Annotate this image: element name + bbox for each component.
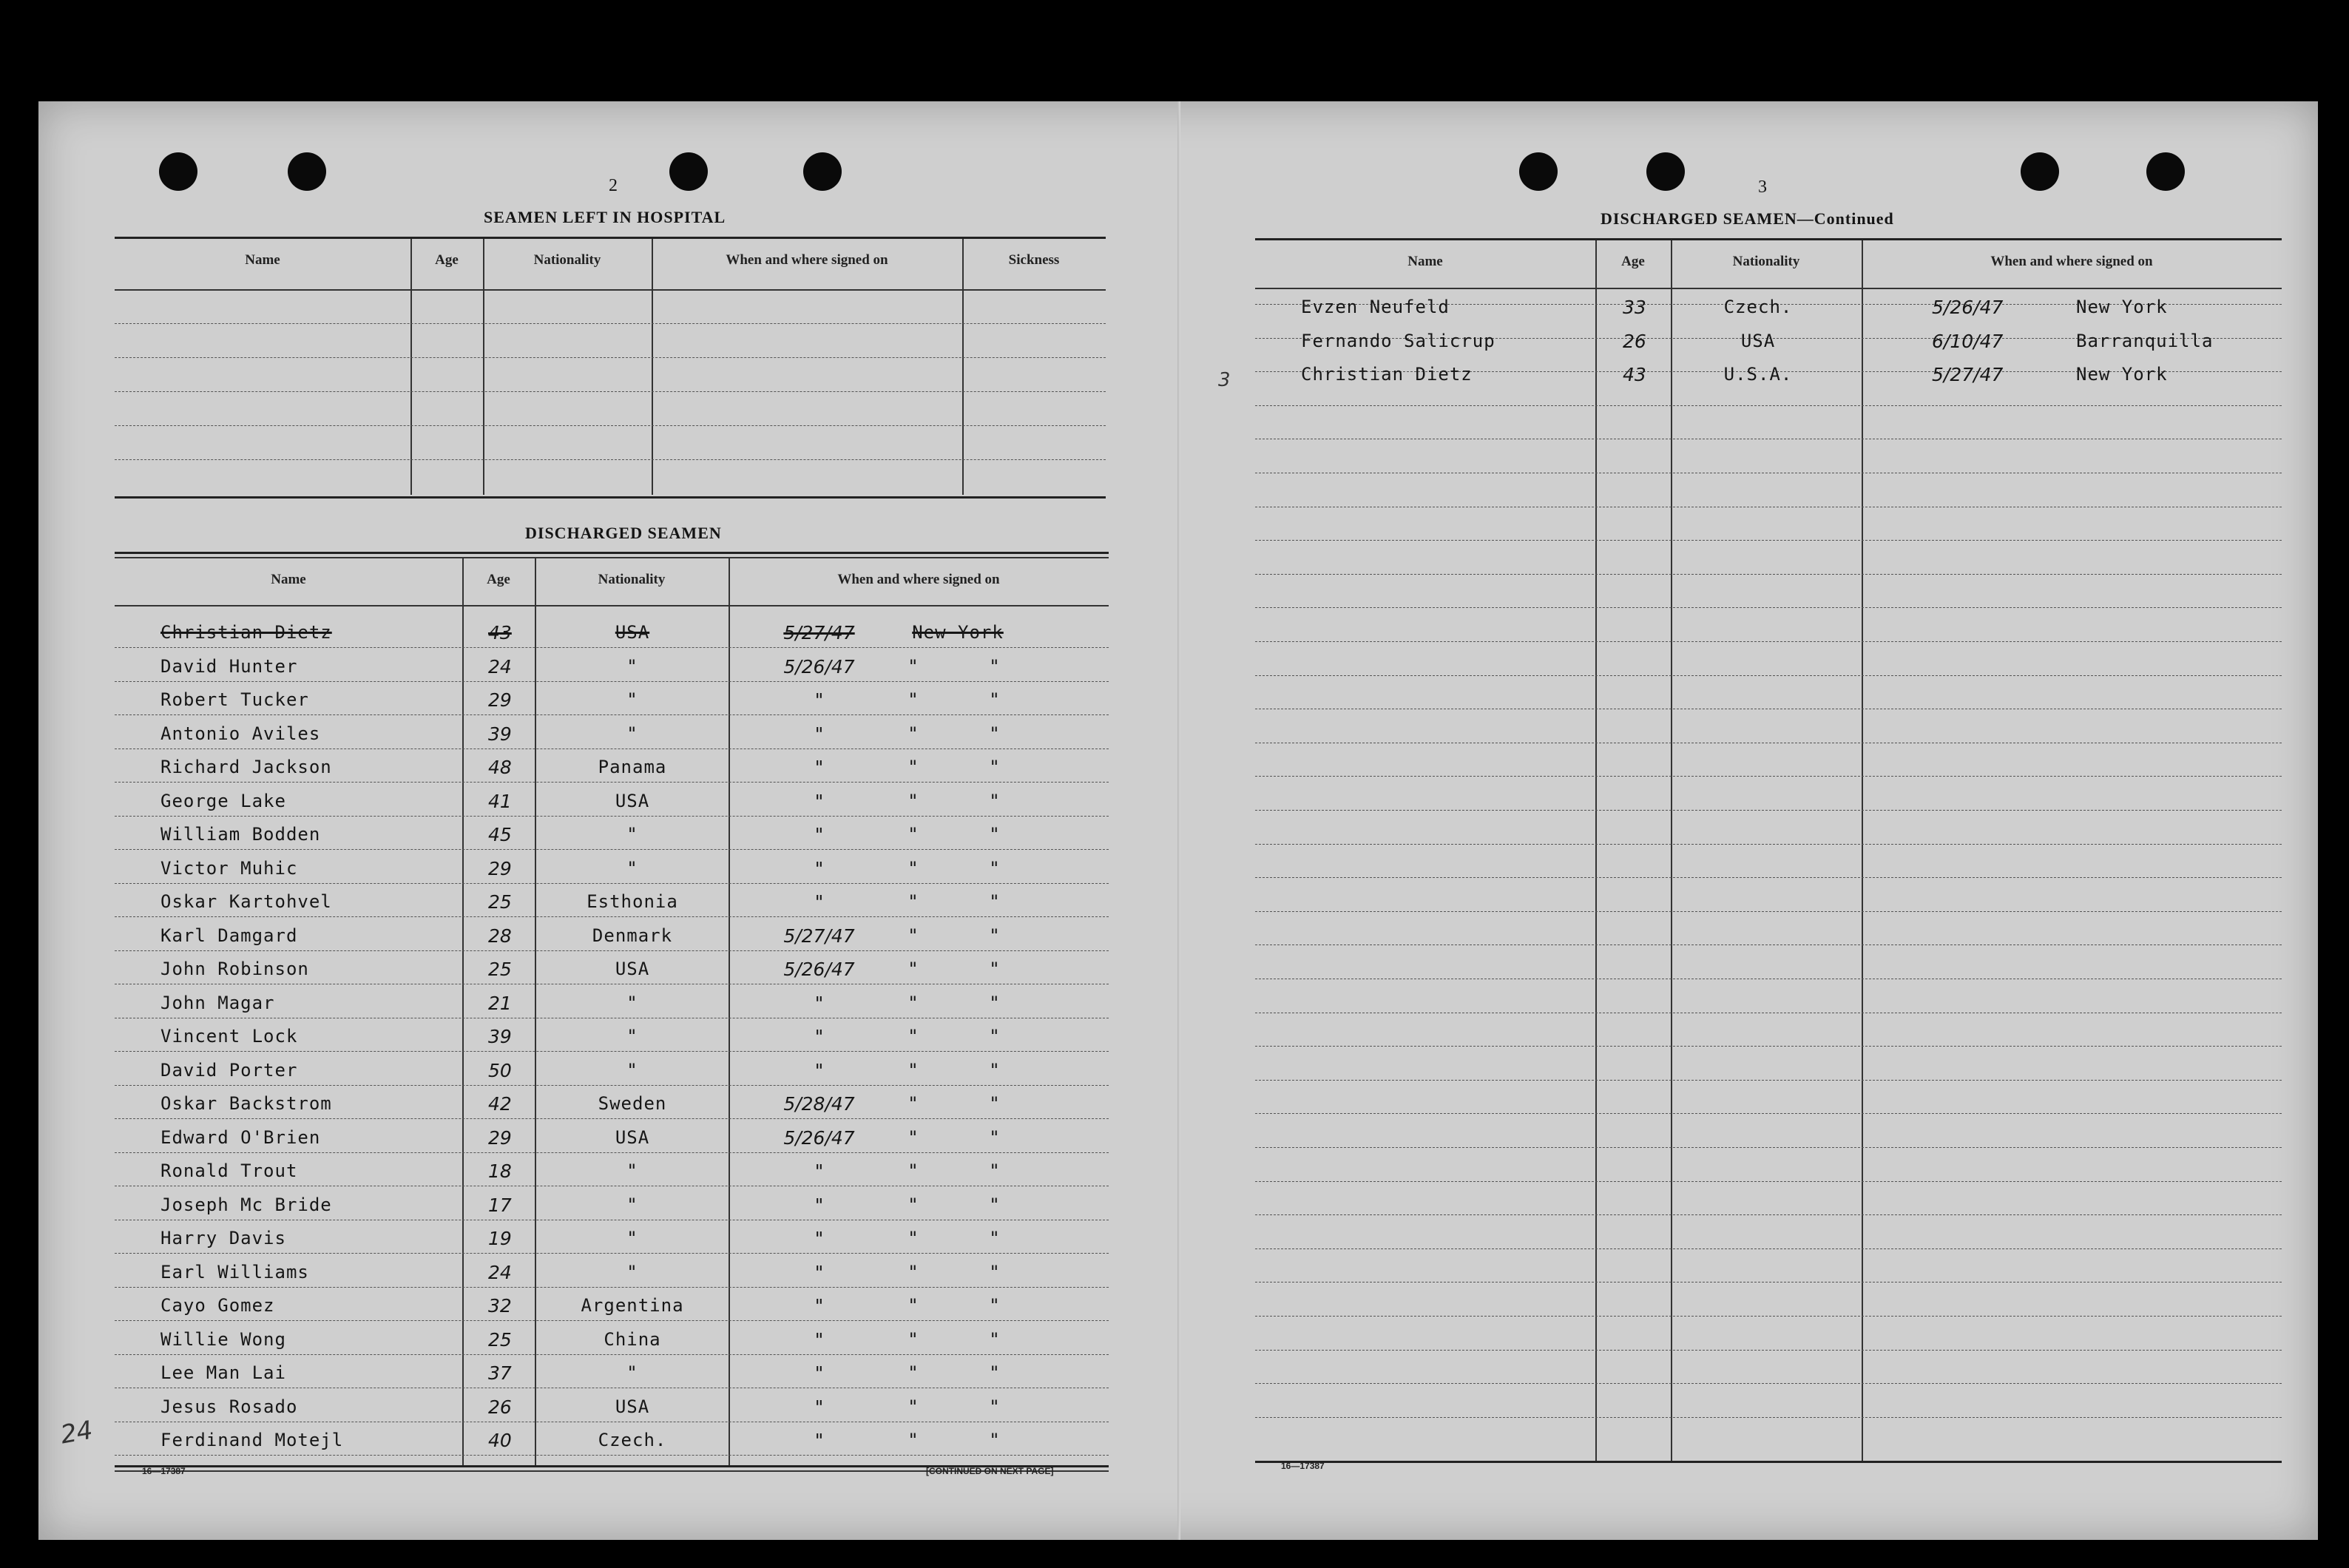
seaman-name: Christian Dietz [1301, 364, 1473, 385]
seaman-name: Victor Muhic [160, 857, 298, 879]
discharged-continued-title: DISCHARGED SEAMEN—Continued [1601, 209, 1894, 228]
seaman-nationality: USA [1740, 330, 1776, 351]
signed-on-place-ditto: " [989, 857, 1001, 879]
header-underline [1255, 288, 2282, 289]
seaman-age: 29 [488, 857, 512, 879]
signed-on-date: " [814, 1396, 824, 1418]
seaman-nationality: U.S.A. [1723, 364, 1793, 385]
signed-on-date: " [814, 1228, 824, 1249]
seaman-name: David Hunter [160, 655, 298, 677]
signed-on-date: " [814, 1059, 824, 1081]
hospital-bottom-rule [115, 496, 1106, 499]
seaman-nationality: " [626, 655, 638, 677]
seaman-nationality: Czech. [1723, 297, 1793, 317]
seaman-age: 45 [488, 824, 512, 845]
signed-on-place: " [908, 1295, 919, 1316]
seaman-name: Oskar Backstrom [160, 1093, 332, 1114]
continued-note: [CONTINUED ON NEXT PAGE] [926, 1466, 1054, 1476]
signed-on-date: " [814, 1026, 824, 1047]
signed-on-place: New York [912, 622, 1004, 643]
column-divider [1671, 240, 1672, 1461]
column-header-nationality: Nationality [598, 572, 666, 587]
column-divider [729, 558, 730, 1465]
seaman-age: 41 [488, 790, 512, 812]
punch-hole [2021, 152, 2059, 191]
column-header-age: Age [1621, 254, 1645, 269]
punch-hole [159, 152, 197, 191]
signed-on-place-ditto: " [989, 689, 1001, 710]
signed-on-place-ditto: " [989, 1261, 1001, 1283]
row-line [115, 391, 1106, 392]
row-line [1255, 1147, 2282, 1148]
row-line [115, 748, 1109, 749]
signed-on-place-ditto: " [989, 992, 1001, 1013]
signed-on-date: 5/27/47 [783, 622, 855, 643]
seaman-age: 39 [488, 723, 512, 745]
seaman-age: 24 [488, 1261, 512, 1283]
seaman-age: 33 [1623, 297, 1646, 318]
signed-on-place: " [908, 655, 919, 677]
signed-on-date: " [814, 757, 824, 778]
margin-note-right: 3 [1218, 369, 1231, 391]
row-line [115, 1085, 1109, 1086]
signed-on-date: " [814, 857, 824, 879]
header-underline [115, 289, 1106, 291]
seaman-nationality: China [604, 1328, 661, 1350]
discharged-top-rule [115, 552, 1109, 554]
punch-hole [288, 152, 326, 191]
form-number-left: 16—17387 [142, 1466, 186, 1476]
signed-on-date: 5/26/47 [783, 1126, 855, 1149]
signed-on-place-ditto: " [989, 1396, 1001, 1417]
seaman-nationality: Argentina [581, 1295, 684, 1316]
seaman-age: 40 [488, 1430, 512, 1451]
seaman-name: Willie Wong [160, 1328, 286, 1350]
row-line [1255, 641, 2282, 642]
seaman-nationality: " [626, 1194, 638, 1215]
signed-on-place-ditto: " [989, 1059, 1001, 1081]
row-line [1255, 1046, 2282, 1047]
row-line [1255, 810, 2282, 811]
seaman-nationality: " [626, 992, 638, 1013]
header-underline [115, 605, 1109, 606]
column-header-signed-on: When and where signed on [837, 572, 1000, 587]
signed-on-date: " [814, 1295, 824, 1317]
discharged-table [115, 558, 1109, 1465]
signed-on-date: " [814, 1430, 824, 1451]
signed-on-date: " [814, 1261, 824, 1283]
row-line [1255, 1248, 2282, 1249]
signed-on-date: " [814, 1160, 824, 1182]
column-header-age: Age [435, 252, 459, 268]
form-number-right: 16—17387 [1281, 1461, 1325, 1471]
margin-note-left: 24 [58, 1415, 95, 1450]
row-line [115, 1253, 1109, 1254]
seaman-age: 29 [488, 689, 512, 711]
seaman-name: Richard Jackson [160, 757, 332, 777]
hospital-section-title: SEAMEN LEFT IN HOSPITAL [484, 208, 726, 226]
row-line [1255, 1181, 2282, 1182]
seaman-name: Cayo Gomez [160, 1295, 275, 1316]
signed-on-date: " [814, 1362, 824, 1384]
page-fold [1177, 101, 1180, 1540]
signed-on-date: 5/27/47 [783, 925, 855, 947]
column-header-age: Age [487, 572, 510, 587]
seaman-name: William Bodden [160, 824, 321, 845]
signed-on-date: " [814, 689, 824, 711]
signed-on-place-ditto: " [989, 723, 1001, 744]
signed-on-place: " [908, 689, 919, 710]
signed-on-place: " [908, 1396, 919, 1417]
seaman-nationality: " [626, 723, 638, 744]
row-line [1255, 607, 2282, 608]
seaman-nationality: Panama [598, 757, 667, 777]
seaman-nationality: Esthonia [587, 891, 678, 912]
signed-on-date: " [814, 992, 824, 1014]
page-number-left: 2 [609, 176, 618, 195]
row-line [1255, 944, 2282, 945]
column-header-nationality: Nationality [533, 252, 601, 268]
column-header-nationality: Nationality [1732, 254, 1800, 269]
signed-on-place-ditto: " [989, 891, 1001, 912]
row-line [1255, 1350, 2282, 1351]
row-line [1255, 1417, 2282, 1418]
row-line [115, 1455, 1109, 1456]
row-line [1255, 1214, 2282, 1215]
row-line [115, 883, 1109, 884]
seaman-nationality: USA [615, 1396, 650, 1417]
column-divider [962, 239, 964, 495]
seaman-age: 26 [1623, 330, 1646, 352]
seaman-age: 50 [488, 1059, 512, 1081]
discharged-continued-table [1255, 240, 2282, 1461]
column-header-name: Name [271, 572, 306, 587]
seaman-nationality: " [626, 824, 638, 845]
seaman-age: 26 [488, 1396, 512, 1418]
seaman-nationality: " [626, 1228, 638, 1248]
signed-on-place: " [908, 757, 919, 777]
seaman-age: 25 [488, 1328, 512, 1351]
row-line [115, 323, 1106, 324]
row-line [1255, 1282, 2282, 1283]
signed-on-date: " [814, 1328, 824, 1351]
signed-on-place-ditto: " [989, 1295, 1001, 1316]
discharged-section-title: DISCHARGED SEAMEN [525, 524, 722, 542]
seaman-name: Lee Man Lai [160, 1362, 286, 1383]
row-line [1255, 776, 2282, 777]
row-line [115, 1152, 1109, 1153]
column-divider [535, 558, 536, 1465]
row-line [115, 1287, 1109, 1288]
page-number-right: 3 [1758, 178, 1767, 197]
column-divider [652, 239, 653, 495]
signed-on-place: " [908, 1026, 919, 1047]
row-line [1255, 877, 2282, 878]
punch-hole [1646, 152, 1685, 191]
seaman-nationality: " [626, 1261, 638, 1283]
seaman-age: 28 [488, 925, 512, 947]
signed-on-place-ditto: " [989, 1093, 1001, 1114]
signed-on-place: " [908, 1261, 919, 1283]
signed-on-date: 6/10/47 [1932, 330, 2004, 352]
signed-on-date: 5/26/47 [1932, 297, 2004, 318]
row-line [115, 916, 1109, 917]
punch-hole [803, 152, 842, 191]
punch-hole [2146, 152, 2185, 191]
column-divider [1595, 240, 1597, 1461]
row-line [1255, 405, 2282, 406]
seaman-nationality: " [626, 1160, 638, 1181]
signed-on-place: " [908, 1328, 919, 1350]
signed-on-place: " [908, 723, 919, 744]
seaman-name: Jesus Rosado [160, 1396, 298, 1417]
seaman-nationality: Czech. [598, 1430, 667, 1450]
signed-on-place: Barranquilla [2076, 330, 2214, 351]
signed-on-place-ditto: " [989, 1194, 1001, 1215]
row-line [115, 1051, 1109, 1052]
column-header-signed-on: When and where signed on [726, 252, 888, 268]
seaman-age: 25 [488, 959, 512, 980]
seaman-age: 17 [488, 1194, 512, 1216]
seaman-age: 21 [488, 992, 512, 1014]
row-line [115, 782, 1109, 783]
row-line [1255, 540, 2282, 541]
column-divider [462, 558, 464, 1465]
signed-on-place: " [908, 1228, 919, 1248]
signed-on-date: " [814, 1194, 824, 1216]
row-line [1255, 1316, 2282, 1317]
signed-on-place: " [908, 790, 919, 811]
seaman-age: 32 [488, 1295, 512, 1317]
punch-hole [1519, 152, 1558, 191]
row-line [115, 425, 1106, 426]
signed-on-place: " [908, 857, 919, 879]
row-line [115, 849, 1109, 850]
column-header-name: Name [245, 252, 280, 268]
signed-on-date: 5/28/47 [783, 1093, 855, 1115]
signed-on-place-ditto: " [989, 1126, 1001, 1148]
document-sheet [38, 101, 2318, 1540]
signed-on-place-ditto: " [989, 959, 1001, 979]
column-divider [483, 239, 484, 495]
signed-on-place: " [908, 992, 919, 1013]
signed-on-place: " [908, 1160, 919, 1181]
seaman-age: 19 [488, 1228, 512, 1249]
seaman-nationality: Sweden [598, 1093, 667, 1114]
row-line [1255, 675, 2282, 676]
seaman-nationality: Denmark [592, 925, 673, 946]
column-header-name: Name [1407, 254, 1443, 269]
column-header-signed-on: When and where signed on [1990, 254, 2153, 269]
seaman-name: John Robinson [160, 959, 309, 979]
seaman-name: David Porter [160, 1059, 298, 1081]
signed-on-place-ditto: " [989, 1228, 1001, 1248]
seaman-name: Ferdinand Motejl [160, 1430, 344, 1450]
signed-on-date: " [814, 723, 824, 745]
seaman-nationality: " [626, 1059, 638, 1081]
signed-on-place-ditto: " [989, 1430, 1001, 1450]
signed-on-date: " [814, 790, 824, 812]
seaman-age: 48 [488, 757, 512, 778]
signed-on-place: " [908, 1362, 919, 1383]
row-line [1255, 1383, 2282, 1384]
seaman-name: Vincent Lock [160, 1026, 298, 1047]
row-line [115, 681, 1109, 682]
signed-on-place-ditto: " [989, 1026, 1001, 1047]
signed-on-place-ditto: " [989, 824, 1001, 845]
seaman-name: Oskar Kartohvel [160, 891, 332, 912]
seaman-nationality: " [626, 689, 638, 710]
seaman-age: 43 [1623, 364, 1646, 386]
seaman-nationality: USA [615, 790, 650, 811]
seaman-name: Karl Damgard [160, 925, 298, 946]
seaman-age: 25 [488, 891, 512, 913]
seaman-name: Fernando Salicrup [1301, 330, 1495, 351]
row-line [1255, 911, 2282, 912]
signed-on-date: 5/26/47 [783, 655, 855, 677]
signed-on-place: New York [2076, 364, 2168, 385]
seaman-name: Earl Williams [160, 1261, 309, 1283]
row-line [1255, 844, 2282, 845]
signed-on-place: " [908, 1430, 919, 1450]
row-line [115, 714, 1109, 715]
column-divider [410, 239, 412, 495]
signed-on-place: " [908, 1059, 919, 1081]
seaman-age: 24 [488, 655, 512, 677]
signed-on-place-ditto: " [989, 1362, 1001, 1383]
seaman-age: 42 [488, 1093, 512, 1115]
column-divider [1862, 240, 1863, 1461]
seaman-name: Christian Dietz [160, 622, 332, 643]
seaman-name: Edward O'Brien [160, 1126, 321, 1148]
seaman-age: 39 [488, 1026, 512, 1047]
seaman-name: George Lake [160, 790, 286, 811]
seaman-nationality: USA [615, 1126, 650, 1148]
signed-on-date: " [814, 824, 824, 845]
seaman-nationality: " [626, 1362, 638, 1383]
seaman-nationality: USA [615, 959, 650, 979]
seaman-name: Harry Davis [160, 1228, 286, 1248]
seaman-name: Joseph Mc Bride [160, 1194, 332, 1215]
row-line [115, 459, 1106, 460]
seaman-age: 37 [488, 1362, 512, 1384]
row-line [115, 357, 1106, 358]
row-line [115, 1118, 1109, 1119]
row-line [115, 647, 1109, 648]
seaman-age: 29 [488, 1126, 512, 1149]
seaman-name: Antonio Aviles [160, 723, 321, 744]
signed-on-date: 5/26/47 [783, 959, 855, 980]
hospital-table [115, 239, 1106, 495]
row-line [115, 1354, 1109, 1355]
signed-on-place: " [908, 824, 919, 845]
signed-on-place: " [908, 1194, 919, 1215]
seaman-name: John Magar [160, 992, 275, 1013]
row-line [115, 816, 1109, 817]
seaman-name: Evzen Neufeld [1301, 297, 1450, 317]
signed-on-place: New York [2076, 297, 2168, 317]
signed-on-date: 5/27/47 [1932, 364, 2004, 386]
seaman-nationality: " [626, 857, 638, 879]
seaman-nationality: USA [615, 622, 650, 643]
row-line [115, 950, 1109, 951]
signed-on-place-ditto: " [989, 1328, 1001, 1350]
signed-on-date: " [814, 891, 824, 913]
seaman-age: 43 [488, 622, 512, 643]
signed-on-place-ditto: " [989, 790, 1001, 811]
seaman-nationality: " [626, 1026, 638, 1047]
signed-on-place: " [908, 959, 919, 979]
signed-on-place-ditto: " [989, 1160, 1001, 1181]
seaman-name: Ronald Trout [160, 1160, 298, 1181]
row-line [1255, 574, 2282, 575]
signed-on-place: " [908, 1126, 919, 1148]
signed-on-place: " [908, 1093, 919, 1114]
row-line [115, 1320, 1109, 1321]
column-header-sickness: Sickness [1008, 252, 1060, 268]
right-bottom-rule [1255, 1461, 2282, 1463]
signed-on-place-ditto: " [989, 655, 1001, 677]
signed-on-place: " [908, 925, 919, 946]
signed-on-place-ditto: " [989, 925, 1001, 946]
signed-on-place-ditto: " [989, 757, 1001, 777]
row-line [1255, 1113, 2282, 1114]
signed-on-place: " [908, 891, 919, 912]
punch-hole [669, 152, 708, 191]
seaman-name: Robert Tucker [160, 689, 309, 710]
seaman-age: 18 [488, 1160, 512, 1182]
row-line [1255, 1080, 2282, 1081]
